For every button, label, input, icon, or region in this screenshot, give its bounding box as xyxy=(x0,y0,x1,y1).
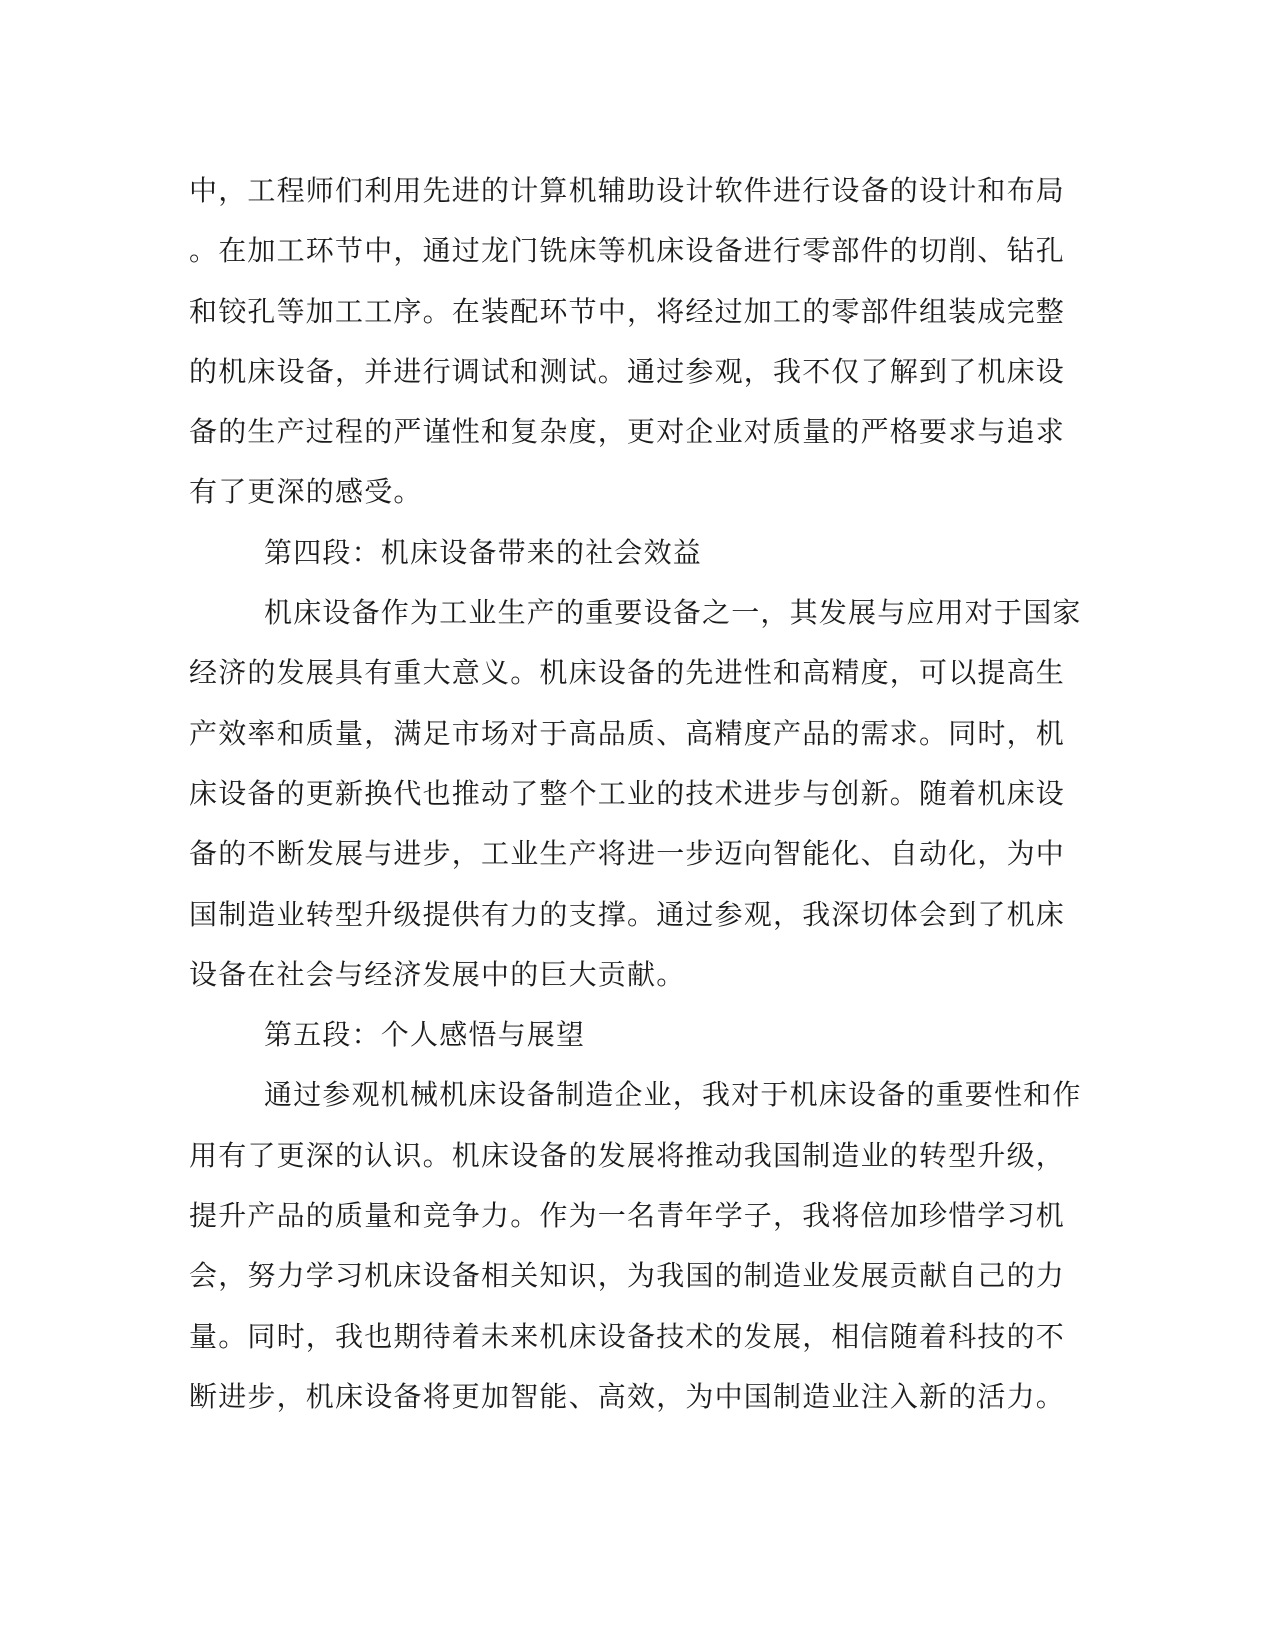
text-line: 会，努力学习机床设备相关知识，为我国的制造业发展贡献自己的力 xyxy=(189,1259,1066,1293)
document-body xyxy=(189,161,1089,1427)
paragraph-continued xyxy=(189,161,1089,523)
section5-paragraph xyxy=(189,1065,1089,1427)
section4-paragraph xyxy=(189,583,1089,1005)
text-line: 国制造业转型升级提供有力的支撑。通过参观，我深切体会到了机床 xyxy=(189,897,1066,931)
text-line: 经济的发展具有重大意义。机床设备的先进性和高精度，可以提高生 xyxy=(189,656,1066,690)
text-line: 中，工程师们利用先进的计算机辅助设计软件进行设备的设计和布局 xyxy=(189,174,1066,207)
text-line: 设备在社会与经济发展中的巨大贡献。 xyxy=(189,957,686,991)
text-line: 提升产品的质量和竞争力。作为一名青年学子，我将倍加珍惜学习机 xyxy=(189,1199,1066,1233)
text-line: 。在加工环节中，通过龙门铣床等机床设备进行零部件的切削、钻孔 xyxy=(189,234,1066,268)
text-line: 产效率和质量，满足市场对于高品质、高精度产品的需求。同时，机 xyxy=(189,716,1066,750)
text-line: 机床设备作为工业生产的重要设备之一，其发展与应用对于国家 xyxy=(264,596,1082,630)
text-line: 备的不断发展与进步，工业生产将进一步迈向智能化、自动化，为中 xyxy=(189,837,1066,871)
text-line: 床设备的更新换代也推动了整个工业的技术进步与创新。随着机床设 xyxy=(189,776,1066,810)
section5-heading: 第五段：个人感悟与展望 xyxy=(264,1018,586,1052)
section4-heading: 第四段：机床设备带来的社会效益 xyxy=(264,535,703,569)
text-line: 断进步，机床设备将更加智能、高效，为中国制造业注入新的活力。 xyxy=(189,1379,1066,1413)
text-line: 有了更深的感受。 xyxy=(189,475,423,509)
text-line: 量。同时，我也期待着未来机床设备技术的发展，相信随着科技的不 xyxy=(189,1319,1066,1353)
text-line: 通过参观机械机床设备制造企业，我对于机床设备的重要性和作 xyxy=(264,1078,1082,1112)
text-line: 用有了更深的认识。机床设备的发展将推动我国制造业的转型升级， xyxy=(189,1138,1066,1172)
text-line: 和铰孔等加工工序。在装配环节中，将经过加工的零部件组装成完整 xyxy=(189,294,1066,328)
text-line: 备的生产过程的严谨性和复杂度，更对企业对质量的严格要求与追求 xyxy=(189,415,1066,449)
text-line: 的机床设备，并进行调试和测试。通过参观，我不仅了解到了机床设 xyxy=(189,354,1066,388)
